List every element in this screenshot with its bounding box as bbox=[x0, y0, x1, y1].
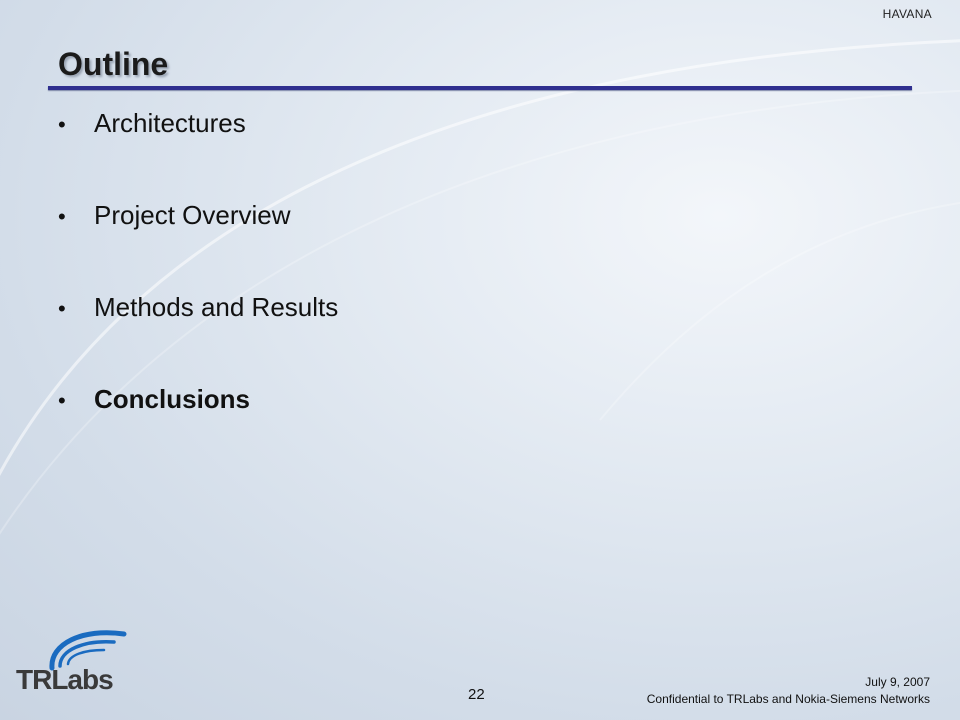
bullet-icon: • bbox=[58, 112, 66, 137]
footer-confidentiality: Confidential to TRLabs and Nokia-Siemens Networks bbox=[646, 692, 930, 706]
page-number: 22 bbox=[468, 686, 485, 703]
title-underline bbox=[48, 86, 912, 90]
outline-item-label: Methods and Results bbox=[94, 292, 339, 322]
outline-item-label: Conclusions bbox=[94, 384, 251, 414]
bullet-icon: • bbox=[58, 296, 66, 321]
outline-list bbox=[58, 108, 338, 476]
trlabs-logo bbox=[12, 626, 152, 696]
bullet-icon: • bbox=[58, 204, 66, 229]
bullet-icon: • bbox=[58, 388, 66, 413]
logo-wordmark: TRLabs bbox=[16, 664, 113, 695]
header-tag: HAVANA bbox=[882, 7, 932, 21]
slide-title: Outline bbox=[58, 46, 169, 82]
outline-item-label: Project Overview bbox=[94, 200, 291, 230]
outline-item-conclusions bbox=[58, 384, 338, 476]
outline-item-architectures bbox=[58, 108, 338, 200]
outline-item-label: Architectures bbox=[94, 108, 246, 138]
outline-item-methods-and-results bbox=[58, 292, 338, 384]
outline-item-project-overview bbox=[58, 200, 338, 292]
footer-date: July 9, 2007 bbox=[865, 675, 930, 689]
